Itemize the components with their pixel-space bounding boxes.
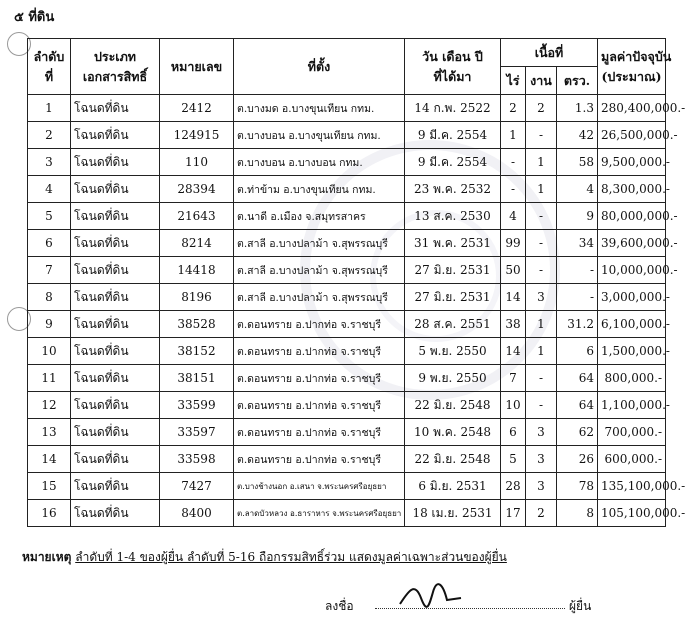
row-number: 38152 bbox=[160, 338, 234, 365]
row-doc-type: โฉนดที่ดิน bbox=[71, 122, 160, 149]
header-rai: ไร่ bbox=[501, 67, 526, 95]
row-number: 33598 bbox=[160, 446, 234, 473]
row-date: 10 พ.ค. 2548 bbox=[405, 419, 501, 446]
row-number: 110 bbox=[160, 149, 234, 176]
row-wa: 62 bbox=[557, 419, 598, 446]
row-wa: 26 bbox=[557, 446, 598, 473]
row-rai: - bbox=[501, 149, 526, 176]
row-ngan: 1 bbox=[526, 176, 557, 203]
row-ngan: 3 bbox=[526, 473, 557, 500]
row-rai: 17 bbox=[501, 500, 526, 527]
row-ngan: - bbox=[526, 203, 557, 230]
row-value: 10,000,000.- bbox=[598, 257, 666, 284]
row-number: 7427 bbox=[160, 473, 234, 500]
row-value: 6,100,000.- bbox=[598, 311, 666, 338]
row-location: ต.ดอนทราย อ.ปากท่อ จ.ราชบุรี bbox=[234, 311, 405, 338]
row-wa: 4 bbox=[557, 176, 598, 203]
row-ngan: 3 bbox=[526, 446, 557, 473]
table-row bbox=[28, 392, 666, 419]
row-location: ต.บางมด อ.บางขุนเทียน กทม. bbox=[234, 95, 405, 122]
row-wa: 78 bbox=[557, 473, 598, 500]
row-doc-type: โฉนดที่ดิน bbox=[71, 473, 160, 500]
row-rai: 2 bbox=[501, 95, 526, 122]
row-wa: 64 bbox=[557, 392, 598, 419]
row-seq: 10 bbox=[28, 338, 71, 365]
row-doc-type: โฉนดที่ดิน bbox=[71, 419, 160, 446]
row-ngan: 2 bbox=[526, 500, 557, 527]
remark-label: หมายเหตุ bbox=[22, 550, 72, 564]
row-location: ต.บางบอน อ.บางบอน กทม. bbox=[234, 149, 405, 176]
row-location: ต.สาลี อ.บางปลาม้า จ.สุพรรณบุรี bbox=[234, 284, 405, 311]
row-number: 124915 bbox=[160, 122, 234, 149]
row-number: 28394 bbox=[160, 176, 234, 203]
row-rai: 50 bbox=[501, 257, 526, 284]
row-wa: 34 bbox=[557, 230, 598, 257]
row-location: ต.ท่าข้าม อ.บางขุนเทียน กทม. bbox=[234, 176, 405, 203]
row-date: 5 พ.ย. 2550 bbox=[405, 338, 501, 365]
row-seq: 3 bbox=[28, 149, 71, 176]
row-rai: 38 bbox=[501, 311, 526, 338]
row-location: ต.บางช้างนอก อ.เสนา จ.พระนครศรีอยุธยา bbox=[234, 473, 405, 500]
table-row bbox=[28, 284, 666, 311]
row-date: 9 พ.ย. 2550 bbox=[405, 365, 501, 392]
row-number: 33597 bbox=[160, 419, 234, 446]
table-row bbox=[28, 176, 666, 203]
row-doc-type: โฉนดที่ดิน bbox=[71, 176, 160, 203]
row-seq: 7 bbox=[28, 257, 71, 284]
header-wa: ตรว. bbox=[557, 67, 598, 95]
table-row bbox=[28, 257, 666, 284]
row-rai: 5 bbox=[501, 446, 526, 473]
row-seq: 15 bbox=[28, 473, 71, 500]
row-date: 6 มิ.ย. 2531 bbox=[405, 473, 501, 500]
row-rai: 4 bbox=[501, 203, 526, 230]
row-doc-type: โฉนดที่ดิน bbox=[71, 95, 160, 122]
row-rai: 99 bbox=[501, 230, 526, 257]
row-number: 2412 bbox=[160, 95, 234, 122]
signature-scribble bbox=[395, 580, 465, 610]
row-location: ต.ดอนทราย อ.ปากท่อ จ.ราชบุรี bbox=[234, 419, 405, 446]
row-wa: 64 bbox=[557, 365, 598, 392]
row-seq: 6 bbox=[28, 230, 71, 257]
land-table bbox=[27, 38, 686, 527]
row-date: 27 มิ.ย. 2531 bbox=[405, 257, 501, 284]
row-date: 13 ส.ค. 2530 bbox=[405, 203, 501, 230]
row-location: ต.นาดี อ.เมือง จ.สมุทรสาคร bbox=[234, 203, 405, 230]
table-row bbox=[28, 473, 666, 500]
row-ngan: - bbox=[526, 392, 557, 419]
row-rai: 7 bbox=[501, 365, 526, 392]
header-doc-type: ประเภท เอกสารสิทธิ์ bbox=[71, 39, 160, 95]
row-doc-type: โฉนดที่ดิน bbox=[71, 446, 160, 473]
row-doc-type: โฉนดที่ดิน bbox=[71, 500, 160, 527]
row-rai: 14 bbox=[501, 338, 526, 365]
row-seq: 9 bbox=[28, 311, 71, 338]
row-date: 9 มี.ค. 2554 bbox=[405, 122, 501, 149]
row-ngan: - bbox=[526, 365, 557, 392]
header-location: ที่ตั้ง bbox=[234, 39, 405, 95]
row-date: 9 มี.ค. 2554 bbox=[405, 149, 501, 176]
row-value: 1,100,000.- bbox=[598, 392, 666, 419]
row-rai: 14 bbox=[501, 284, 526, 311]
row-value: 280,400,000.- bbox=[598, 95, 666, 122]
row-seq: 8 bbox=[28, 284, 71, 311]
row-date: 28 ส.ค. 2551 bbox=[405, 311, 501, 338]
row-location: ต.ลาดบัวหลวง อ.ธาราหาร จ.พระนครศรีอยุธยา bbox=[234, 500, 405, 527]
row-wa: 42 bbox=[557, 122, 598, 149]
row-number: 38528 bbox=[160, 311, 234, 338]
row-doc-type: โฉนดที่ดิน bbox=[71, 149, 160, 176]
table-row bbox=[28, 311, 666, 338]
row-wa: - bbox=[557, 284, 598, 311]
row-doc-type: โฉนดที่ดิน bbox=[71, 338, 160, 365]
row-rai: 28 bbox=[501, 473, 526, 500]
row-value: 39,600,000.- bbox=[598, 230, 666, 257]
row-date: 31 พ.ค. 2531 bbox=[405, 230, 501, 257]
row-seq: 1 bbox=[28, 95, 71, 122]
row-number: 33599 bbox=[160, 392, 234, 419]
row-ngan: - bbox=[526, 257, 557, 284]
remark-text: ลำดับที่ 1-4 ของผู้ยื่น ลำดับที่ 5-16 ถือกรรมสิทธิ์ร่วม แสดงมูลค่าเฉพาะส่วนของผู้ยื่น bbox=[75, 550, 507, 564]
row-wa: 1.3 bbox=[557, 95, 598, 122]
row-value: 80,000,000.- bbox=[598, 203, 666, 230]
row-ngan: - bbox=[526, 122, 557, 149]
row-number: 21643 bbox=[160, 203, 234, 230]
row-rai: 6 bbox=[501, 419, 526, 446]
header-date: วัน เดือน ปี ที่ได้มา bbox=[405, 39, 501, 95]
row-wa: 58 bbox=[557, 149, 598, 176]
row-value: 135,100,000.- bbox=[598, 473, 666, 500]
table-row bbox=[28, 149, 666, 176]
row-location: ต.ดอนทราย อ.ปากท่อ จ.ราชบุรี bbox=[234, 338, 405, 365]
row-rai: 10 bbox=[501, 392, 526, 419]
table-row bbox=[28, 446, 666, 473]
row-number: 8400 bbox=[160, 500, 234, 527]
row-number: 8214 bbox=[160, 230, 234, 257]
row-doc-type: โฉนดที่ดิน bbox=[71, 284, 160, 311]
header-area: เนื้อที่ bbox=[501, 39, 598, 67]
row-value: 700,000.- bbox=[598, 419, 666, 446]
row-doc-type: โฉนดที่ดิน bbox=[71, 392, 160, 419]
table-row bbox=[28, 230, 666, 257]
signature-suffix: ผู้ยื่น bbox=[569, 599, 592, 613]
row-number: 8196 bbox=[160, 284, 234, 311]
row-value: 800,000.- bbox=[598, 365, 666, 392]
row-seq: 13 bbox=[28, 419, 71, 446]
signature-label: ลงชื่อ bbox=[325, 599, 354, 613]
remark bbox=[22, 548, 507, 567]
row-wa: 9 bbox=[557, 203, 598, 230]
table-row bbox=[28, 122, 666, 149]
row-seq: 12 bbox=[28, 392, 71, 419]
table-row bbox=[28, 500, 666, 527]
row-date: 18 เม.ย. 2531 bbox=[405, 500, 501, 527]
row-location: ต.ดอนทราย อ.ปากท่อ จ.ราชบุรี bbox=[234, 392, 405, 419]
row-seq: 14 bbox=[28, 446, 71, 473]
row-wa: 8 bbox=[557, 500, 598, 527]
row-wa: 31.2 bbox=[557, 311, 598, 338]
row-value: 1,500,000.- bbox=[598, 338, 666, 365]
row-value: 9,500,000.- bbox=[598, 149, 666, 176]
row-location: ต.สาลี อ.บางปลาม้า จ.สุพรรณบุรี bbox=[234, 257, 405, 284]
row-location: ต.สาลี อ.บางปลาม้า จ.สุพรรณบุรี bbox=[234, 230, 405, 257]
row-date: 27 มิ.ย. 2531 bbox=[405, 284, 501, 311]
row-location: ต.ดอนทราย อ.ปากท่อ จ.ราชบุรี bbox=[234, 365, 405, 392]
header-ngan: งาน bbox=[526, 67, 557, 95]
row-ngan: 2 bbox=[526, 95, 557, 122]
row-number: 14418 bbox=[160, 257, 234, 284]
row-value: 8,300,000.- bbox=[598, 176, 666, 203]
table-row bbox=[28, 203, 666, 230]
table-row bbox=[28, 365, 666, 392]
row-date: 23 พ.ค. 2532 bbox=[405, 176, 501, 203]
row-rai: - bbox=[501, 176, 526, 203]
row-seq: 11 bbox=[28, 365, 71, 392]
row-seq: 2 bbox=[28, 122, 71, 149]
section-heading: ๕ ที่ดิน bbox=[14, 10, 55, 25]
row-rai: 1 bbox=[501, 122, 526, 149]
header-value: มูลค่าปัจจุบัน (ประมาณ) bbox=[598, 39, 666, 95]
row-value: 3,000,000.- bbox=[598, 284, 666, 311]
row-date: 22 มิ.ย. 2548 bbox=[405, 446, 501, 473]
row-location: ต.ดอนทราย อ.ปากท่อ จ.ราชบุรี bbox=[234, 446, 405, 473]
row-doc-type: โฉนดที่ดิน bbox=[71, 311, 160, 338]
row-doc-type: โฉนดที่ดิน bbox=[71, 365, 160, 392]
row-doc-type: โฉนดที่ดิน bbox=[71, 230, 160, 257]
row-date: 22 มิ.ย. 2548 bbox=[405, 392, 501, 419]
row-ngan: 1 bbox=[526, 338, 557, 365]
row-seq: 5 bbox=[28, 203, 71, 230]
row-value: 600,000.- bbox=[598, 446, 666, 473]
row-location: ต.บางบอน อ.บางขุนเทียน กทม. bbox=[234, 122, 405, 149]
header-number: หมายเลข bbox=[160, 39, 234, 95]
row-doc-type: โฉนดที่ดิน bbox=[71, 203, 160, 230]
row-ngan: 1 bbox=[526, 311, 557, 338]
table-row bbox=[28, 419, 666, 446]
header-seq: ลำดับ ที่ bbox=[28, 39, 71, 95]
row-ngan: 3 bbox=[526, 284, 557, 311]
row-wa: 6 bbox=[557, 338, 598, 365]
row-ngan: 3 bbox=[526, 419, 557, 446]
row-wa: - bbox=[557, 257, 598, 284]
table-row bbox=[28, 338, 666, 365]
row-date: 14 ก.พ. 2522 bbox=[405, 95, 501, 122]
row-seq: 16 bbox=[28, 500, 71, 527]
row-ngan: 1 bbox=[526, 149, 557, 176]
row-doc-type: โฉนดที่ดิน bbox=[71, 257, 160, 284]
row-number: 38151 bbox=[160, 365, 234, 392]
row-seq: 4 bbox=[28, 176, 71, 203]
row-ngan: - bbox=[526, 230, 557, 257]
row-value: 105,100,000.- bbox=[598, 500, 666, 527]
row-value: 26,500,000.- bbox=[598, 122, 666, 149]
table-row bbox=[28, 95, 666, 122]
